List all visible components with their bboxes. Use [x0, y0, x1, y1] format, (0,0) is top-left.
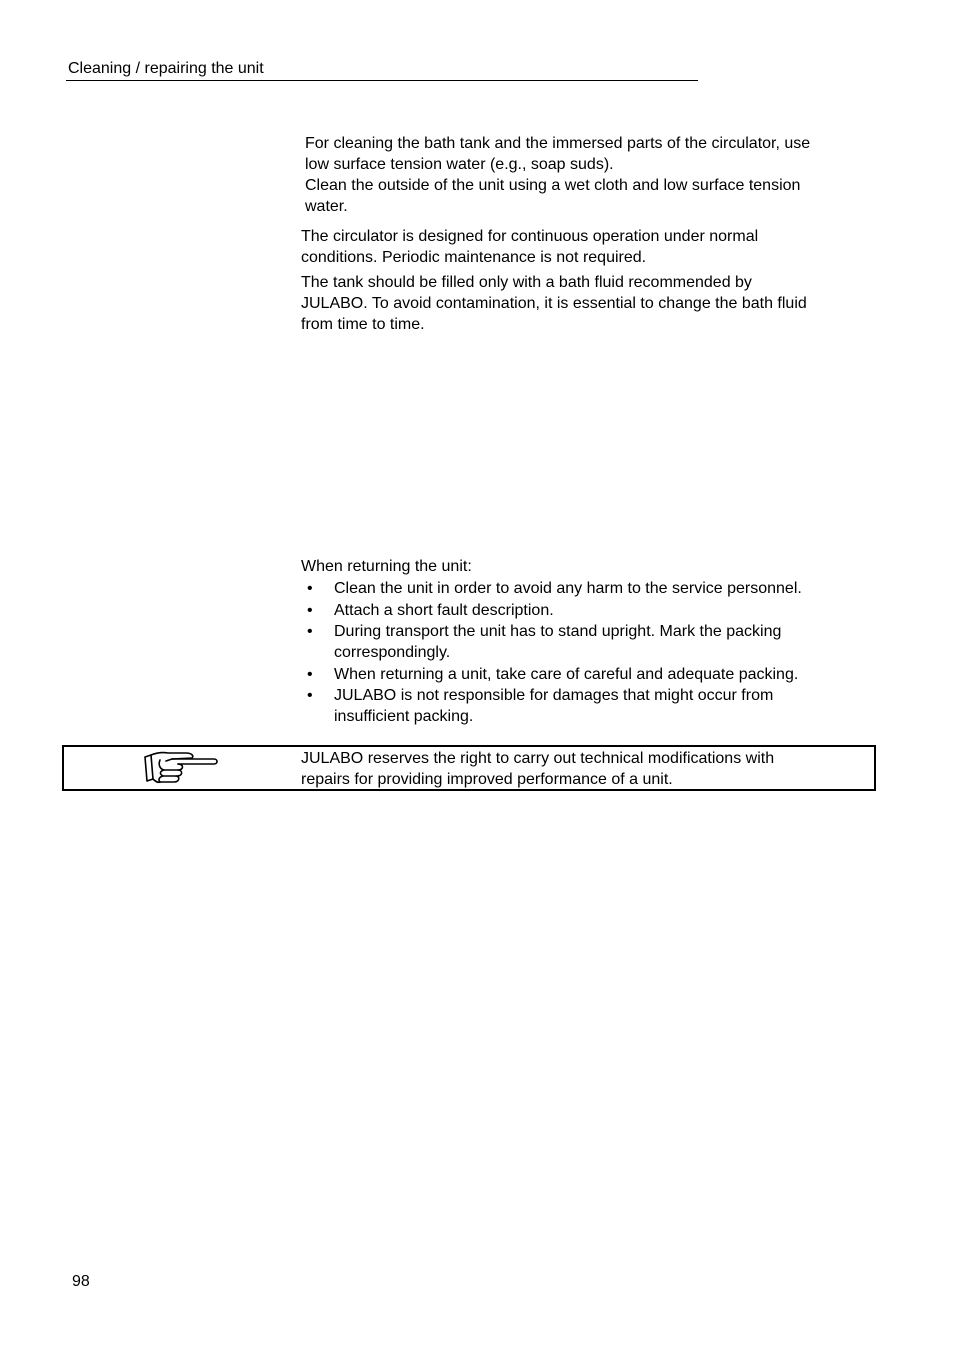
- returning-list: [301, 578, 876, 727]
- note-text: [301, 748, 861, 790]
- pointing-hand-icon: [142, 749, 220, 787]
- maintenance-line: The circulator is designed for continuous operation under normal: [301, 228, 759, 245]
- bath-fluid-paragraph: [301, 272, 876, 335]
- note-line: repairs for providing improved performance of a unit.: [301, 771, 673, 788]
- list-item: [301, 600, 876, 621]
- bath-fluid-line: from time to time.: [301, 316, 425, 333]
- list-item-text: correspondingly.: [334, 644, 451, 661]
- bath-fluid-line: JULABO. To avoid contamination, it is essential to change the bath fluid: [301, 295, 807, 312]
- bullet-icon: •: [307, 665, 313, 683]
- cleaning-line: low surface tension water (e.g., soap suds).: [305, 156, 614, 173]
- list-item-text: insufficient packing.: [334, 708, 474, 725]
- note-box: [62, 745, 876, 791]
- list-item: [301, 578, 876, 599]
- list-item-text: During transport the unit has to stand upright. Mark the packing: [334, 623, 782, 640]
- cleaning-line: water.: [305, 198, 348, 215]
- list-item-text: Attach a short fault description.: [334, 601, 554, 619]
- list-item: [301, 664, 876, 685]
- bath-fluid-line: The tank should be filled only with a bath fluid recommended by: [301, 274, 752, 291]
- returning-section: [301, 556, 876, 728]
- returning-intro: When returning the unit:: [301, 558, 472, 575]
- page-number: 98: [72, 1273, 90, 1290]
- cleaning-paragraph: [305, 133, 875, 217]
- bullet-icon: •: [307, 601, 313, 619]
- note-line: JULABO reserves the right to carry out technical modifications with: [301, 750, 775, 767]
- bullet-icon: •: [307, 687, 313, 704]
- section-title: Cleaning / repairing the unit: [68, 60, 264, 77]
- maintenance-line: conditions. Periodic maintenance is not required.: [301, 249, 647, 266]
- list-item-text: When returning a unit, take care of careful and adequate packing.: [334, 665, 799, 683]
- bullet-icon: •: [307, 623, 313, 640]
- list-item-text: Clean the unit in order to avoid any harm to the service personnel.: [334, 580, 802, 597]
- cleaning-line: Clean the outside of the unit using a wet cloth and low surface tension: [305, 177, 801, 194]
- cleaning-line: For cleaning the bath tank and the immersed parts of the circulator, use: [305, 135, 811, 152]
- list-item: [301, 621, 876, 663]
- list-item-text: JULABO is not responsible for damages that might occur from: [334, 687, 774, 704]
- maintenance-paragraph: [301, 226, 876, 268]
- list-item: [301, 685, 876, 727]
- page-header: [66, 58, 698, 81]
- bullet-icon: •: [307, 580, 313, 597]
